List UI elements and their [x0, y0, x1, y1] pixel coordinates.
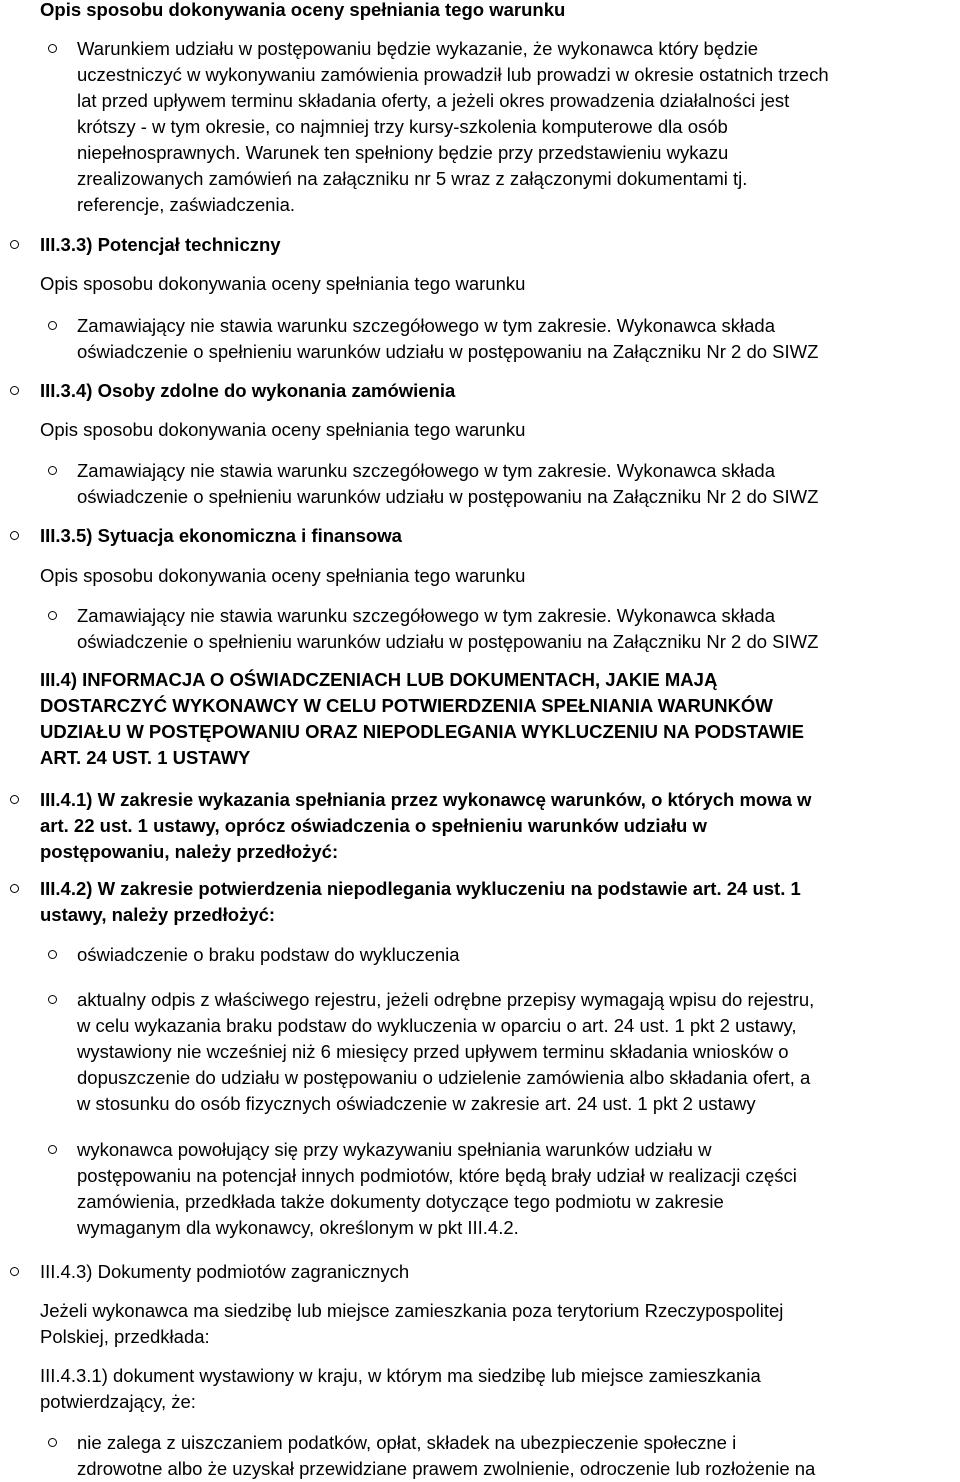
list-item-line: postępowaniu na potencjał innych podmiotów, które będą brały udział w realizacji części [77, 1165, 797, 1186]
bullet-icon [48, 1438, 57, 1447]
section-heading: DOSTARCZYĆ WYKONAWCY W CELU POTWIERDZENIA SPEŁNIANIA WARUNKÓW [40, 695, 773, 716]
list-item-line: wykonawca powołujący się przy wykazywaniu spełniania warunków udziału w [77, 1139, 712, 1160]
paragraph-line: Zamawiający nie stawia warunku szczegółowego w tym zakresie. Wykonawca składa [77, 605, 775, 626]
paragraph-line: Zamawiający nie stawia warunku szczegółowego w tym zakresie. Wykonawca składa [77, 315, 775, 336]
bullet-icon [10, 1267, 19, 1276]
subsection-heading: III.4.2) W zakresie potwierdzenia niepodlegania wykluczeniu na podstawie art. 24 ust. 1 [40, 878, 801, 899]
list-item-line: wymaganym dla wykonawcy, określonym w pkt III.4.2. [77, 1217, 519, 1238]
bullet-icon [48, 44, 57, 53]
opis-heading: Opis sposobu dokonywania oceny spełniania tego warunku [40, 565, 526, 586]
bullet-icon [48, 611, 57, 620]
subsection-heading: postępowaniu, należy przedłożyć: [40, 841, 339, 862]
subsection-heading: III.3.3) Potencjał techniczny [40, 234, 281, 255]
bullet-icon [48, 1145, 57, 1154]
bullet-icon [10, 884, 19, 893]
subsection-heading: III.4.1) W zakresie wykazania spełniania przez wykonawcę warunków, o których mowa w [40, 789, 812, 810]
list-item-line: wystawiony nie wcześniej niż 6 miesięcy przed upływem terminu składania wniosków o [77, 1041, 789, 1062]
paragraph-line: Polskiej, przedkłada: [40, 1326, 210, 1347]
subsection-heading: ustawy, należy przedłożyć: [40, 904, 276, 925]
list-item-line: nie zalega z uiszczaniem podatków, opłat, składek na ubezpieczenie społeczne i [77, 1432, 737, 1453]
bullet-icon [48, 995, 57, 1004]
bullet-icon [10, 531, 19, 540]
bullet-icon [10, 795, 19, 804]
paragraph-line: niepełnosprawnych. Warunek ten spełniony będzie przy przedstawieniu wykazu [77, 142, 729, 163]
bullet-icon [10, 386, 19, 395]
section-heading: III.4) INFORMACJA O OŚWIADCZENIACH LUB DOKUMENTACH, JAKIE MAJĄ [40, 669, 718, 690]
opis-heading: Opis sposobu dokonywania oceny spełniania tego warunku [40, 273, 526, 294]
list-item-line: zamówienia, przedkłada także dokumenty dotyczące tego podmiotu w zakresie [77, 1191, 724, 1212]
paragraph-line: lat przed upływem terminu składania oferty, a jeżeli okres prowadzenia działalności jest [77, 90, 790, 111]
subsection-heading: III.4.3) Dokumenty podmiotów zagranicznych [40, 1261, 410, 1282]
bullet-icon [48, 466, 57, 475]
subsection-heading: III.3.4) Osoby zdolne do wykonania zamówienia [40, 380, 456, 401]
list-item-line: w celu wykazania braku podstaw do wykluczenia w oparciu o art. 24 ust. 1 pkt 2 ustawy, [77, 1015, 797, 1036]
paragraph-line: oświadczenie o spełnieniu warunków udziału w postępowaniu na Załączniku Nr 2 do SIWZ [77, 486, 819, 507]
paragraph-line: potwierdzający, że: [40, 1391, 196, 1412]
subsection-heading: art. 22 ust. 1 ustawy, oprócz oświadczenia o spełnieniu warunków udziału w [40, 815, 707, 836]
paragraph-line: zrealizowanych zamówień na załączniku nr 5 wraz z załączonymi dokumentami tj. [77, 168, 748, 189]
subsection-heading: III.3.5) Sytuacja ekonomiczna i finansowa [40, 525, 402, 546]
list-item-line: aktualny odpis z właściwego rejestru, jeżeli odrębne przepisy wymagają wpisu do rejestru, [77, 989, 815, 1010]
list-item-line: zdrowotne albo że uzyskał przewidziane prawem zwolnienie, odroczenie lub rozłożenie na [77, 1458, 816, 1479]
paragraph-line: III.4.3.1) dokument wystawiony w kraju, w którym ma siedzibę lub miejsce zamieszkania [40, 1365, 761, 1386]
paragraph-line: oświadczenie o spełnieniu warunków udziału w postępowaniu na Załączniku Nr 2 do SIWZ [77, 341, 819, 362]
paragraph-line: krótszy - w tym okresie, co najmniej trzy kursy-szkolenia komputerowe dla osób [77, 116, 728, 137]
paragraph-line: Warunkiem udziału w postępowaniu będzie wykazanie, że wykonawca który będzie [77, 38, 759, 59]
paragraph-line: Zamawiający nie stawia warunku szczegółowego w tym zakresie. Wykonawca składa [77, 460, 775, 481]
list-item: oświadczenie o braku podstaw do wykluczenia [77, 944, 460, 965]
paragraph-line: Jeżeli wykonawca ma siedzibę lub miejsce zamieszkania poza terytorium Rzeczypospolitej [40, 1300, 784, 1321]
bullet-icon [48, 321, 57, 330]
paragraph-line: referencje, zaświadczenia. [77, 194, 295, 215]
section-heading: UDZIAŁU W POSTĘPOWANIU ORAZ NIEPODLEGANIA WYKLUCZENIU NA PODSTAWIE [40, 721, 804, 742]
section-heading: ART. 24 UST. 1 USTAWY [40, 747, 251, 768]
section-heading: Opis sposobu dokonywania oceny spełniania tego warunku [40, 0, 566, 20]
list-item-line: dopuszczenie do udziału w postępowaniu o udzielenie zamówienia albo składania ofert, a [77, 1067, 811, 1088]
paragraph-line: uczestniczyć w wykonywaniu zamówienia prowadził lub prowadzi w okresie ostatnich trzech [77, 64, 829, 85]
opis-heading: Opis sposobu dokonywania oceny spełniania tego warunku [40, 419, 526, 440]
bullet-icon [10, 240, 19, 249]
bullet-icon [48, 950, 57, 959]
list-item-line: w stosunku do osób fizycznych oświadczenie w zakresie art. 24 ust. 1 pkt 2 ustawy [77, 1093, 756, 1114]
paragraph-line: oświadczenie o spełnieniu warunków udziału w postępowaniu na Załączniku Nr 2 do SIWZ [77, 631, 819, 652]
